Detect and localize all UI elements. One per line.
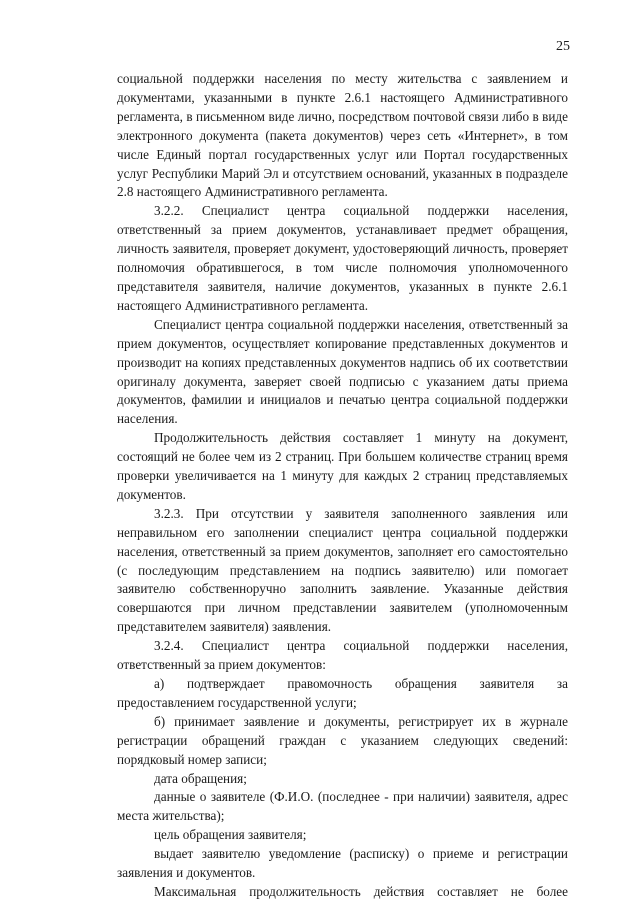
paragraph-max-duration: Максимальная продолжительность действия составляет не более: [154, 883, 568, 899]
list-item-b: б) принимает заявление и документы, регистрирует их в журнале регистрации обращений граждан с указанием следующих сведений: порядковый номер записи;: [117, 713, 568, 767]
list-item-purpose: цель обращения заявителя;: [154, 827, 307, 843]
list-item-a: а) подтверждает правомочность обращения заявителя за предоставлением государственной услуги;: [117, 676, 568, 710]
paragraph-3-2-4: 3.2.4. Специалист центра социальной поддержки населения, ответственный за прием документов:: [117, 638, 568, 673]
list-item-date: дата обращения;: [154, 770, 247, 786]
page-number: 25: [556, 39, 570, 54]
paragraph-3-2-2: 3.2.2. Специалист центра социальной поддержки населения, ответственный за прием документов, устанавливает предмет обращения, личность заявителя, проверяет документ, удостоверяющий личность, проверяет полномочия обратившегося, в том числе полномочия уполномоченного представителя заявителя, наличие документов, указанных в пункте 2.6.1 настоящего Административного регламента.: [117, 203, 568, 313]
paragraph-copying: Специалист центра социальной поддержки населения, ответственный за прием документов, осуществляет копирование представленных документов и производит на копиях представленных документов надпись об их соответствии оригиналу документа, заверяет своей подписью с указанием даты приема документов, фамилии и инициалов и печатью центра социальной поддержки населения.: [117, 316, 568, 427]
paragraph-duration: Продолжительность действия составляет 1 минуту на документ, состоящий не более чем из 2 страниц. При большем количестве страниц время проверки увеличивается на 1 минуту для каждых 2 страниц представляемых документов.: [117, 430, 568, 502]
document-body: [117, 70, 568, 902]
list-item-receipt: выдает заявителю уведомление (расписку) о приеме и регистрации заявления и документов.: [117, 846, 568, 881]
list-item-applicant-data: данные о заявителе (Ф.И.О. (последнее - при наличии) заявителя, адрес места жительства);: [117, 789, 568, 824]
paragraph-continuation: социальной поддержки населения по месту жительства с заявлением и документами, указанными в пункте 2.6.1 настоящего Административного регламента, в письменном виде лично, посредством почтовой связи либо в виде электронного документа (пакета документов) через сеть «Интернет», в том числе Единый портал государственных услуг или Портал государственных услуг Республики Марий Эл и отсутствием оснований, указанных в подразделе 2.8 настоящего Административного регламента.: [117, 71, 568, 200]
paragraph-3-2-3: 3.2.3. При отсутствии у заявителя заполненного заявления или неправильном его заполнении специалист центра социальной поддержки населения, ответственный за прием документов, заполняет его самостоятельно (с последующим представлением на подпись заявителю) или помогает заявителю собственноручно заполнить заявление. Указанные действия совершаются при личном представлении заявителем (уполномоченным представителем заявителя) заявления.: [117, 505, 568, 635]
